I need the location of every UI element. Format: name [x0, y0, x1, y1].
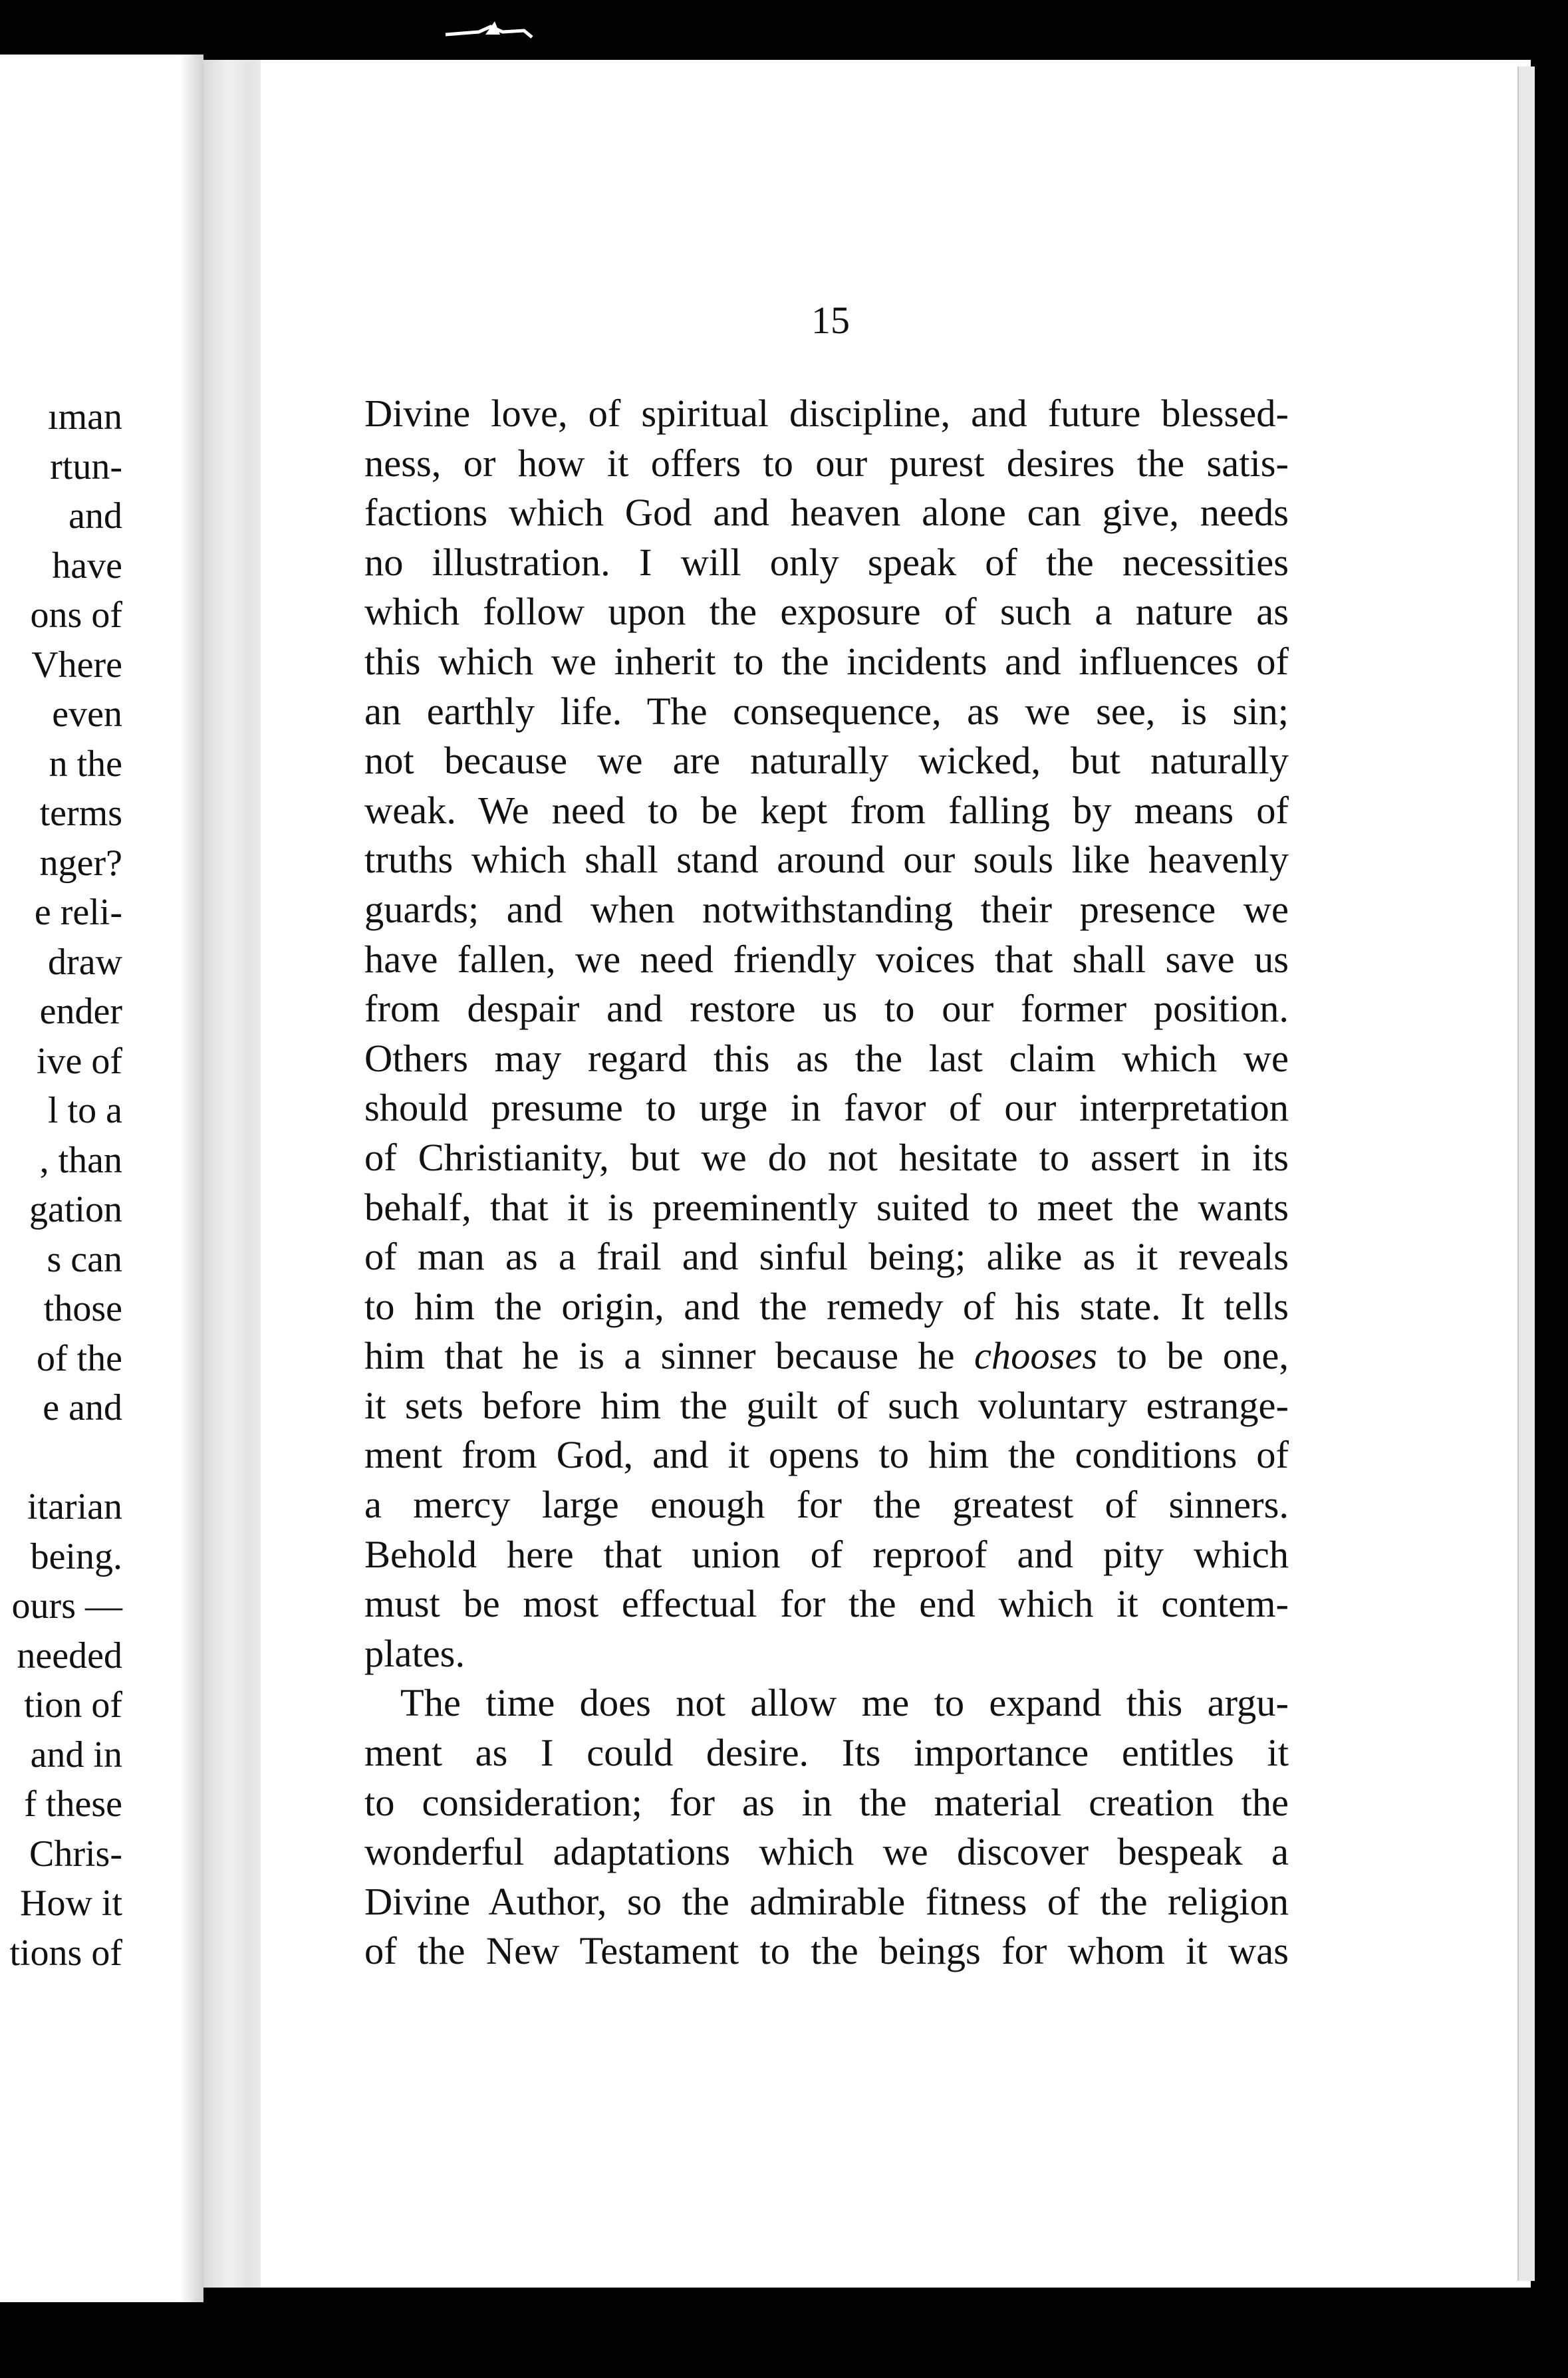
- text-line: a mercy large enough for the greatest of sinners.: [364, 1483, 1289, 1527]
- page-number: 15: [811, 299, 850, 342]
- text-line: to him the origin, and the remedy of his state. It tells: [364, 1284, 1289, 1328]
- left-text-line: e reli-: [34, 892, 122, 933]
- left-text-line: s can: [47, 1238, 122, 1280]
- text-line: ment from God, and it opens to him the conditions of: [364, 1433, 1289, 1477]
- left-text-line: even: [52, 694, 122, 735]
- text-line: truths which shall stand around our souls like heavenly: [364, 838, 1289, 882]
- text-line: Others may regard this as the last claim which we: [364, 1036, 1289, 1080]
- left-text-line: ons of: [30, 594, 122, 636]
- text-line: which follow upon the exposure of such a nature as: [364, 590, 1289, 634]
- text-line: factions which God and heaven alone can give, needs: [364, 491, 1289, 535]
- left-text-line: e and: [43, 1387, 122, 1428]
- text-line: not because we are naturally wicked, but naturally: [364, 739, 1289, 783]
- left-text-line: needed: [17, 1635, 122, 1676]
- text-line: of the New Testament to the beings for whom it was: [364, 1929, 1289, 1973]
- left-text-line: rtun-: [50, 446, 122, 487]
- text-line: of Christianity, but we do not hesitate to assert in its: [364, 1135, 1289, 1179]
- scan-artifact-mark: [439, 12, 539, 45]
- text-line: wonderful adaptations which we discover bespeak a: [364, 1830, 1289, 1874]
- text-line: Divine Author, so the admirable fitness of the religion: [364, 1879, 1289, 1923]
- left-text-line: ours —: [11, 1585, 122, 1627]
- left-text-line: draw: [48, 941, 122, 983]
- left-text-line: have: [52, 545, 122, 587]
- left-text-line: terms: [39, 793, 122, 834]
- text-line: should presume to urge in favor of our interpretation: [364, 1086, 1289, 1130]
- text-segment: to be one,: [1116, 1334, 1289, 1378]
- left-text-line: gation: [29, 1189, 122, 1230]
- text-segment: him that he is a sinner because he: [364, 1334, 955, 1378]
- text-line: ment as I could desire. Its importance entitles it: [364, 1731, 1289, 1775]
- body-text: [364, 389, 1289, 1976]
- text-line: it sets before him the guilt of such voluntary estrange-: [364, 1383, 1289, 1427]
- text-line: Divine love, of spiritual discipline, and future blessed-: [364, 392, 1289, 435]
- left-text-line: ıman: [48, 396, 122, 438]
- left-text-line: ive of: [36, 1040, 122, 1082]
- left-text-line: tions of: [9, 1932, 122, 1974]
- text-line: Behold here that union of reproof and pity which: [364, 1532, 1289, 1576]
- text-line: an earthly life. The consequence, as we see, is sin;: [364, 689, 1289, 733]
- text-line: to consideration; for as in the material creation the: [364, 1780, 1289, 1824]
- text-line: of man as a frail and sinful being; alike as it reveals: [364, 1235, 1289, 1279]
- left-text-line: f these: [24, 1784, 122, 1825]
- left-text-line: nger?: [39, 842, 122, 884]
- left-text-line: ender: [39, 991, 122, 1032]
- italic-word: chooses: [974, 1334, 1098, 1378]
- text-line: guards; and when notwithstanding their presence we: [364, 887, 1289, 931]
- text-line-with-italic: [364, 1331, 1289, 1381]
- left-text-line: being.: [30, 1535, 122, 1577]
- left-text-line: How it: [20, 1883, 122, 1924]
- text-line: have fallen, we need friendly voices that shall save us: [364, 937, 1289, 981]
- left-page-fragment: [0, 55, 203, 2302]
- text-line: must be most effectual for the end which it contem-: [364, 1582, 1289, 1626]
- text-line: weak. We need to be kept from falling by means of: [364, 788, 1289, 832]
- right-page-edge: [1517, 66, 1535, 2281]
- left-text-line: Chris-: [29, 1833, 122, 1875]
- left-text-line: itarian: [27, 1486, 122, 1527]
- text-line: behalf, that it is preeminently suited to meet the wants: [364, 1185, 1289, 1229]
- left-text-line: Vhere: [31, 644, 122, 686]
- text-line: from despair and restore us to our former position.: [364, 987, 1289, 1031]
- text-line: ness, or how it offers to our purest desires the satis-: [364, 441, 1289, 485]
- left-text-line: and in: [30, 1734, 122, 1776]
- text-line: no illustration. I will only speak of the necessities: [364, 540, 1289, 584]
- left-text-line: and: [68, 495, 122, 537]
- left-text-line: , than: [39, 1139, 122, 1181]
- text-line: this which we inherit to the incidents and influences of: [364, 639, 1289, 683]
- left-page-shadow: [180, 55, 203, 2302]
- text-line: plates.: [364, 1631, 465, 1675]
- left-text-line: those: [43, 1288, 122, 1329]
- paragraph-first-line: The time does not allow me to expand this argu-: [400, 1681, 1289, 1725]
- left-text-line: of the: [36, 1337, 122, 1379]
- left-text-line: l to a: [48, 1090, 122, 1131]
- left-text-line: n the: [49, 743, 122, 785]
- left-text-line: tion of: [24, 1684, 122, 1726]
